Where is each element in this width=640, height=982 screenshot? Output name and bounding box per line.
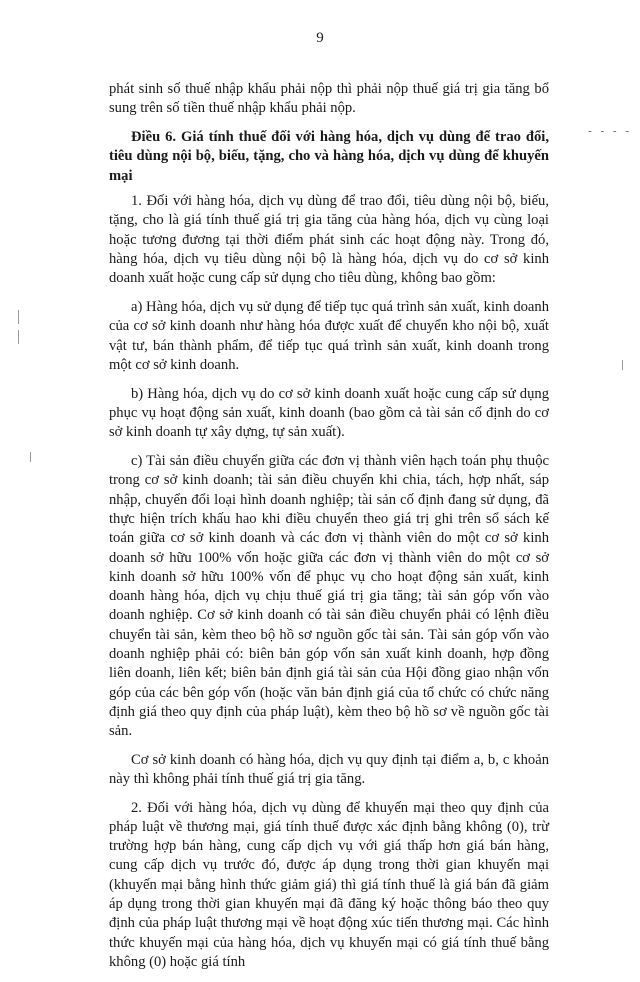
- page-number: 9: [316, 30, 324, 46]
- paragraph-point-c: c) Tài sản điều chuyển giữa các đơn vị thành viên hạch toán phụ thuộc trong cơ sở kinh doanh; tài sản điều chuyển khi chia, tách, hợp nhất, sáp nhập, chuyển đổi loại hình doanh nghiệp; tài sản cố định đang sử dụng, đã thực hiện trích khấu hao khi điều chuyển theo giá trị ghi trên sổ sách kế toán giữa cơ sở kinh doanh và các đơn vị thành viên do một cơ sở kinh doanh sở hữu 100% vốn hoặc giữa các đơn vị thành viên do một cơ sở kinh doanh sở hữu 100% vốn để phục vụ cho hoạt động sản xuất, kinh doanh hàng hóa, dịch vụ chịu thuế giá trị gia tăng; tài sản góp vốn vào doanh nghiệp. Cơ sở kinh doanh có tài sản điều chuyển phải có lệnh điều chuyển tài sản, kèm theo bộ hồ sơ nguồn gốc tài sản. Tài sản góp vốn vào doanh nghiệp phải có: biên bản góp vốn sản xuất kinh doanh, hợp đồng liên doanh, liên kết; biên bản định giá tài sản của Hội đồng giao nhận vốn góp của các bên góp vốn (hoặc văn bản định giá của tổ chức có chức năng định giá theo quy định của pháp luật), kèm theo bộ hồ sơ về nguồn gốc tài sản.: [109, 453, 549, 740]
- paragraph-clause-1: 1. Đối với hàng hóa, dịch vụ dùng để trao đổi, tiêu dùng nội bộ, biếu, tặng, cho là giá tính thuế giá trị gia tăng của hàng hóa, dịch vụ cùng loại hoặc tương đương tại thời điểm phát sinh các hoạt động này. Trong đó, hàng hóa, dịch vụ tiêu dùng nội bộ là hàng hóa, dịch vụ do cơ sở kinh doanh xuất hoặc cung cấp sử dụng cho tiêu dùng, không bao gồm:: [109, 192, 549, 287]
- margin-tick-mark: [622, 360, 623, 370]
- margin-tick-mark: [18, 330, 19, 344]
- paragraph-clause-1-note: Cơ sở kinh doanh có hàng hóa, dịch vụ quy định tại điểm a, b, c khoản này thì không phải tính thuế giá trị gia tăng.: [109, 751, 549, 787]
- article-heading: Điều 6. Giá tính thuế đối với hàng hóa, dịch vụ dùng để trao đổi, tiêu dùng nội bộ, biếu, tặng, cho và hàng hóa, dịch vụ dùng để khuyến mại: [109, 129, 549, 184]
- paragraph-point-b: b) Hàng hóa, dịch vụ do cơ sở kinh doanh xuất hoặc cung cấp sử dụng phục vụ hoạt động sản xuất, kinh doanh (bao gồm cả tài sản cố định do cơ sở kinh doanh tự xây dựng, tự sản xuất).: [109, 385, 549, 441]
- margin-tick-mark: [30, 452, 31, 462]
- document-body: [109, 80, 549, 982]
- margin-tick-mark: [18, 310, 19, 324]
- paragraph-continuation: phát sinh số thuế nhập khẩu phải nộp thì phải nộp thuế giá trị gia tăng bổ sung trên số tiền thuế nhập khẩu phải nộp.: [109, 81, 549, 117]
- paragraph-clause-2: 2. Đối với hàng hóa, dịch vụ dùng để khuyến mại theo quy định của pháp luật về thương mại, giá tính thuế được xác định bằng không (0), trừ trường hợp bán hàng, cung cấp dịch vụ với giá thấp hơn giá bán hàng, cung cấp dịch vụ trước đó, được áp dụng trong thời gian khuyến mại (khuyến mại bằng hình thức giảm giá) thì giá tính thuế là giá bán đã giảm áp dụng trong thời gian khuyến mại đã đăng ký hoặc thông báo theo quy định của pháp luật thương mại về hoạt động xúc tiến thương mại. Các hình thức khuyến mại của hàng hóa, dịch vụ khuyến mại có giá tính thuế bằng không (0) hoặc giá tính: [109, 799, 549, 970]
- paragraph-point-a: a) Hàng hóa, dịch vụ sử dụng để tiếp tục quá trình sản xuất, kinh doanh của cơ sở kinh doanh như hàng hóa được xuất để chuyển kho nội bộ, xuất vật tư, bán thành phẩm, để tiếp tục quá trình sản xuất, kinh doanh trong một cơ sở kinh doanh.: [109, 298, 549, 373]
- margin-dash-mark: - - - -: [588, 125, 632, 137]
